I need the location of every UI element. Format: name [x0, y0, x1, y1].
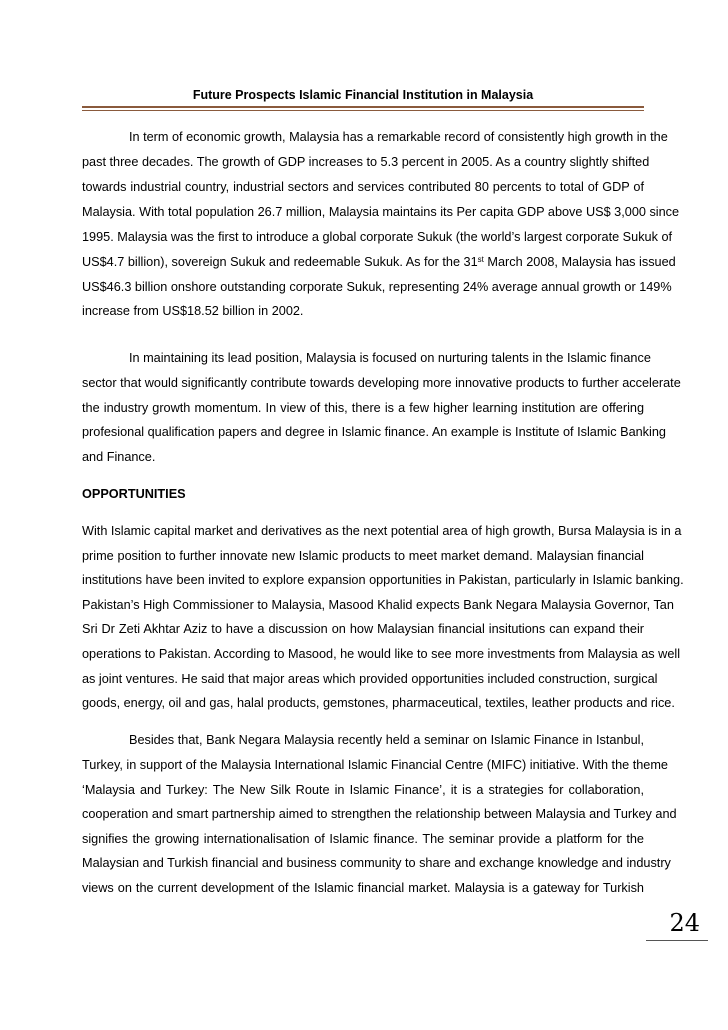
- paragraph-1-line: towards industrial country, industrial sectors and services contributed 80 percents to total of GDP of: [82, 180, 644, 194]
- page-header-title: Future Prospects Islamic Financial Institution in Malaysia: [192, 88, 534, 102]
- paragraph-1-line: US$46.3 billion onshore outstanding corporate Sukuk, representing 24% average annual growth or 149%: [82, 280, 672, 294]
- paragraph-1-line: In term of economic growth, Malaysia has a remarkable record of consistently high growth in the: [129, 130, 668, 144]
- paragraph-4-line: views on the current development of the Islamic financial market. Malaysia is a gateway for Turkish: [82, 881, 644, 895]
- paragraph-3-line: With Islamic capital market and derivatives as the next potential area of high growth, Bursa Malaysia is in a: [82, 524, 682, 538]
- paragraph-2-line: sector that would significantly contribute towards developing more innovative products to further accelerate: [82, 376, 681, 390]
- paragraph-3-line: goods, energy, oil and gas, halal products, gemstones, pharmaceutical, textiles, leather products and rice.: [82, 696, 675, 710]
- paragraph-3-line: as joint ventures. He said that major areas which provided opportunities included construction, surgical: [82, 672, 658, 686]
- paragraph-1-line-superscript: [82, 250, 676, 274]
- page-number-rule: [646, 940, 708, 941]
- paragraph-1-line: 1995. Malaysia was the first to introduce a global corporate Sukuk (the world’s largest corporate Sukuk of: [82, 230, 673, 244]
- page-number: 24: [669, 909, 700, 937]
- ordinal-superscript: st: [477, 255, 484, 264]
- paragraph-4-line: ‘Malaysia and Turkey: The New Silk Route in Islamic Finance’, it is a strategies for collaboration,: [82, 783, 644, 797]
- paragraph-2-line: In maintaining its lead position, Malaysia is focused on nurturing talents in the Islamic finance: [129, 351, 651, 365]
- paragraph-2-line: the industry growth momentum. In view of this, there is a few higher learning institution are offering: [82, 401, 644, 415]
- paragraph-4-line: Besides that, Bank Negara Malaysia recently held a seminar on Islamic Finance in Istanbul,: [129, 733, 644, 747]
- paragraph-1-line: Malaysia. With total population 26.7 million, Malaysia maintains its Per capita GDP above US$ 3,000 since: [82, 205, 680, 219]
- paragraph-4-line: cooperation and smart partnership aimed to strengthen the relationship between Malaysia and Turkey and: [82, 807, 677, 821]
- paragraph-4-line: Turkey, in support of the Malaysia International Islamic Financial Centre (MIFC) initiative. With the theme: [82, 758, 668, 772]
- paragraph-1-line: past three decades. The growth of GDP increases to 5.3 percent in 2005. As a country slightly shifted: [82, 155, 650, 169]
- header-rule-thin: [82, 110, 644, 111]
- paragraph-2-line: profesional qualification papers and degree in Islamic finance. An example is Institute of Islamic Banking: [82, 425, 666, 439]
- paragraph-3-line: prime position to further innovate new Islamic products to meet market demand. Malaysian financial: [82, 549, 644, 563]
- paragraph-2-line: and Finance.: [82, 450, 156, 464]
- section-heading-opportunities: OPPORTUNITIES: [82, 487, 186, 501]
- header-rule: [82, 106, 644, 108]
- text-run: March 2008, Malaysia has issued: [483, 255, 676, 269]
- paragraph-1-line: increase from US$18.52 billion in 2002.: [82, 304, 304, 318]
- paragraph-4-line: signifies the growing internationalisation of Islamic finance. The seminar provide a platform for the: [82, 832, 644, 846]
- paragraph-3-line: operations to Pakistan. According to Masood, he would like to see more investments from Malaysia as well: [82, 647, 681, 661]
- paragraph-3-line: Sri Dr Zeti Akhtar Aziz to have a discussion on how Malaysian financial insitutions can expand their: [82, 622, 644, 636]
- paragraph-4-line: Malaysian and Turkish financial and business community to share and exchange knowledge and industry: [82, 856, 671, 870]
- paragraph-3-line: Pakistan’s High Commissioner to Malaysia, Masood Khalid expects Bank Negara Malaysia Governor, Tan: [82, 598, 674, 612]
- text-run: US$4.7 billion), sovereign Sukuk and redeemable Sukuk. As for the 31: [82, 255, 478, 269]
- paragraph-3-line: institutions have been invited to explore expansion opportunities in Pakistan, particularly in Islamic banking.: [82, 573, 684, 587]
